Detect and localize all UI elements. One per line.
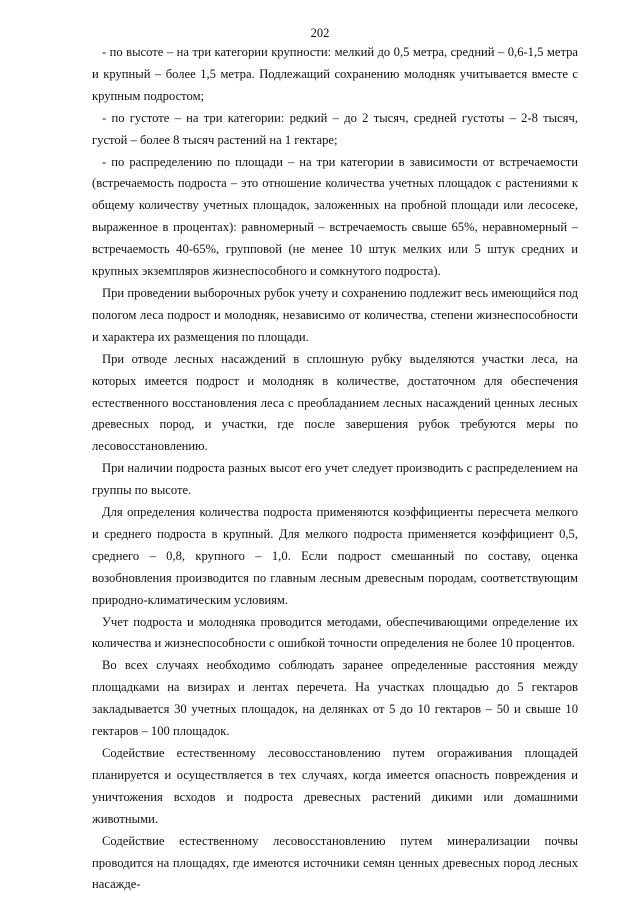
paragraph-plot-spacing: Во всех случаях необходимо соблюдать заранее определенные расстояния между площадками на визирах и лентах перечета. На участках площадью до 5 гектаров закладывается 30 учетных площадок, на делянках от 5 до 10 гектаров – 50 и свыше 10 гектаров – 100 площадок.	[92, 658, 578, 739]
paragraph-conversion-coefficients: Для определения количества подроста применяются коэффициенты пересчета мелкого и среднего подроста в крупный. Для мелкого подроста применяется коэффициент 0,5, среднего – 0,8, крупного – 1,0. Если подрост смешанный по составу, оценка возобновления производится по главным лесным древесным породам, соответствующим природно-климатическим условиям.	[92, 505, 578, 607]
paragraph-selective-felling: При проведении выборочных рубок учету и сохранению подлежит весь имеющийся под пологом леса подрост и молодняк, независимо от количества, степени жизнеспособности и характера их размещения по площади.	[92, 285, 578, 344]
paragraph-height-categories: - по высоте – на три категории крупности: мелкий до 0,5 метра, средний – 0,6-1,5 метра и крупный – более 1,5 метра. Подлежащий сохранению молодняк учитывается вместе с крупным подростом;	[92, 45, 578, 103]
page-body	[92, 42, 578, 896]
paragraph-soil-mineralization: Содействие естественному лесовосстановлению путем минерализации почвы проводится на площадях, где имеются источники семян ценных древесных пород лесных насажде-	[92, 833, 578, 892]
paragraph-height-groups: При наличии подроста разных высот его учет следует производить с распределением на группы по высоте.	[92, 461, 578, 498]
paragraph-fencing: Содействие естественному лесовосстановлению путем огораживания площадей планируется и осуществляется в тех случаях, когда имеется опасность повреждения и уничтожения всходов и подроста древесных растений дикими или домашними животными.	[92, 746, 578, 826]
page-number: 202	[310, 26, 330, 40]
paragraph-accounting-methods: Учет подроста и молодняка проводится методами, обеспечивающими определение их количества и жизнеспособности с ошибкой точности определения не более 10 процентов.	[92, 614, 578, 651]
paragraph-clear-felling-allotment: При отводе лесных насаждений в сплошную рубку выделяются участки леса, на которых имеется подрост и молодняк в количестве, достаточном для обеспечения естественного восстановления леса с преобладанием лесных насаждений ценных лесных древесных пород, и участки, где после завершения рубок требуются меры по лесовосстановлению.	[92, 351, 578, 454]
paragraph-distribution-categories: - по распределению по площади – на три категории в зависимости от встречаемости (встречаемость подроста – это отношение количества учетных площадок с растениями к общему количеству учетных площадок, заложенных на пробной площади или лесосеке, выраженное в процентах): равномерный – встречаемость свыше 65%, неравномерный – встречаемость 40-65%, групповой (не менее 10 штук мелких или 5 штук средних и крупных экземпляров жизнеспособного и сомкнутого подроста).	[92, 154, 578, 279]
paragraph-density-categories: - по густоте – на три категории: редкий – до 2 тысяч, средней густоты – 2-8 тысяч, густой – более 8 тысяч растений на 1 гектаре;	[92, 110, 578, 147]
